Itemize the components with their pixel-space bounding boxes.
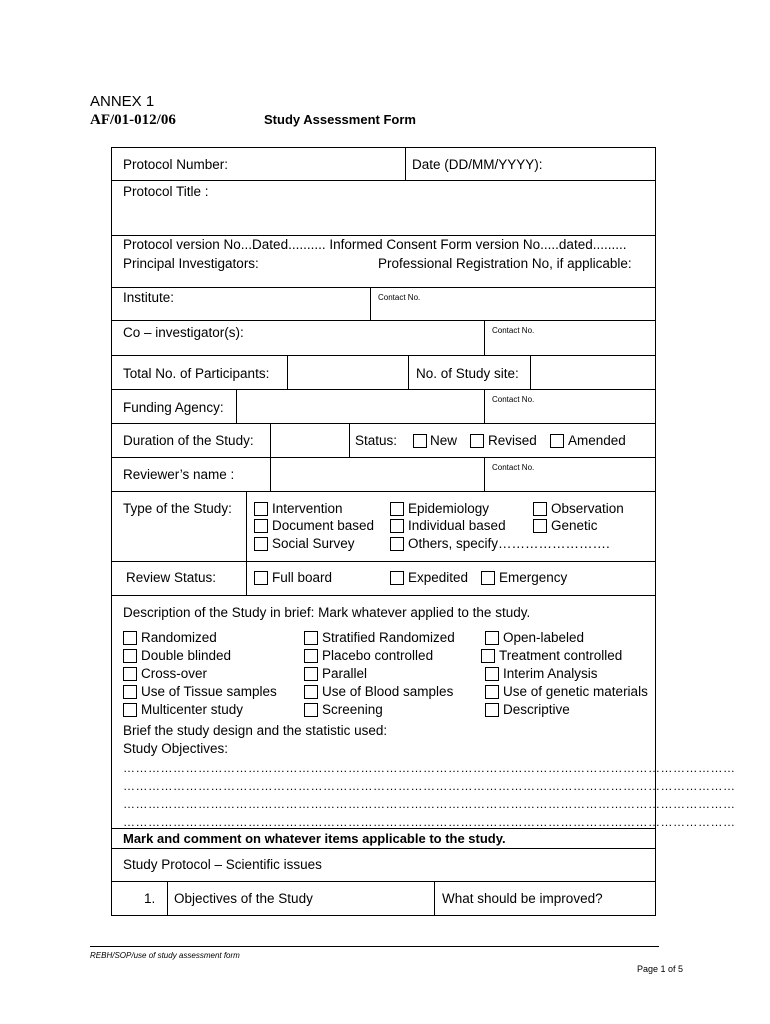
type-document-based-label: Document based (272, 518, 375, 533)
type-genetic-checkbox[interactable] (533, 519, 547, 533)
description-label: Description of the Study in brief: Mark whatever applied to the study. (123, 605, 531, 620)
protocol-number-label: Protocol Number: (123, 157, 229, 172)
co-investigator-label: Co – investigator(s): (123, 325, 244, 340)
desc-descriptive-checkbox[interactable] (485, 703, 499, 717)
desc-placebo-controlled-checkbox[interactable] (304, 649, 318, 663)
status-revised-checkbox[interactable] (470, 434, 484, 448)
type-individual-based-label: Individual based (408, 518, 506, 533)
desc-placebo-controlled-label: Placebo controlled (322, 648, 434, 663)
study-sites-label: No. of Study site: (416, 366, 519, 381)
review-status-label: Review Status: (126, 570, 217, 585)
co-investigator-contact-label: Contact No. (492, 326, 535, 335)
protocol-title-label: Protocol Title : (123, 184, 209, 199)
type-intervention-label: Intervention (272, 501, 343, 516)
desc-interim-analysis-label: Interim Analysis (503, 666, 598, 681)
status-new-label: New (430, 433, 458, 448)
type-social-survey-label: Social Survey (272, 536, 355, 551)
desc-stratified-randomized-checkbox[interactable] (304, 631, 318, 645)
status-new-checkbox[interactable] (413, 434, 427, 448)
desc-randomized-label: Randomized (141, 630, 217, 645)
study-type-label: Type of the Study: (123, 501, 232, 516)
desc-tissue-samples-checkbox[interactable] (123, 685, 137, 699)
row-number: 1. (144, 891, 156, 906)
objectives-dotted-line[interactable]: ………………………………………………………………………………………………………………………………… (123, 761, 736, 775)
desc-open-labeled-checkbox[interactable] (485, 631, 499, 645)
desc-cross-over-checkbox[interactable] (123, 667, 137, 681)
type-epidemiology-checkbox[interactable] (390, 502, 404, 516)
type-others-checkbox[interactable] (390, 537, 404, 551)
type-intervention-checkbox[interactable] (254, 502, 268, 516)
reviewer-contact-label: Contact No. (492, 463, 535, 472)
desc-double-blinded-checkbox[interactable] (123, 649, 137, 663)
desc-stratified-randomized-label: Stratified Randomized (322, 630, 455, 645)
desc-interim-analysis-checkbox[interactable] (485, 667, 499, 681)
type-genetic-label: Genetic (551, 518, 598, 533)
desc-treatment-controlled-checkbox[interactable] (481, 649, 495, 663)
desc-parallel-checkbox[interactable] (304, 667, 318, 681)
annex-label: ANNEX 1 (90, 93, 155, 110)
review-emergency-checkbox[interactable] (481, 571, 495, 585)
scientific-issues-label: Study Protocol – Scientific issues (123, 857, 322, 872)
review-emergency-label: Emergency (499, 570, 568, 585)
protocol-version-line: Protocol version No...Dated.......... Informed Consent Form version No.....dated......... (123, 237, 627, 252)
type-individual-based-checkbox[interactable] (390, 519, 404, 533)
desc-genetic-materials-label: Use of genetic materials (503, 684, 648, 699)
footer-doc-reference: REBH/SOP/use of study assessment form (90, 951, 240, 960)
status-amended-checkbox[interactable] (550, 434, 564, 448)
desc-cross-over-label: Cross-over (141, 666, 208, 681)
registration-label: Professional Registration No, if applicable: (378, 256, 632, 271)
type-document-based-checkbox[interactable] (254, 519, 268, 533)
institute-label: Institute: (123, 290, 175, 305)
improvement-question-label: What should be improved? (442, 891, 603, 906)
type-social-survey-checkbox[interactable] (254, 537, 268, 551)
desc-screening-checkbox[interactable] (304, 703, 318, 717)
status-label: Status: (355, 433, 398, 448)
desc-open-labeled-label: Open-labeled (503, 630, 585, 645)
desc-multicenter-checkbox[interactable] (123, 703, 137, 717)
footer-divider (90, 946, 659, 947)
review-full-board-checkbox[interactable] (254, 571, 268, 585)
desc-multicenter-label: Multicenter study (141, 702, 244, 717)
desc-blood-samples-label: Use of Blood samples (322, 684, 454, 699)
type-epidemiology-label: Epidemiology (408, 501, 490, 516)
objectives-dotted-line[interactable]: ………………………………………………………………………………………………………………………………… (123, 779, 736, 793)
type-observation-label: Observation (551, 501, 624, 516)
objectives-item-label: Objectives of the Study (174, 891, 313, 906)
desc-screening-label: Screening (322, 702, 383, 717)
form-code: AF/01-012/06 (90, 112, 176, 128)
page-number: Page 1 of 5 (637, 964, 684, 974)
review-expedited-label: Expedited (408, 570, 469, 585)
desc-tissue-samples-label: Use of Tissue samples (141, 684, 277, 699)
reviewer-name-label: Reviewer’s name : (123, 467, 235, 482)
objectives-dotted-line[interactable]: ………………………………………………………………………………………………………………………………… (123, 797, 736, 811)
review-expedited-checkbox[interactable] (390, 571, 404, 585)
total-participants-label: Total No. of Participants: (123, 366, 270, 381)
study-objectives-label: Study Objectives: (123, 741, 229, 756)
desc-parallel-label: Parallel (322, 666, 368, 681)
status-revised-label: Revised (488, 433, 537, 448)
funding-contact-label: Contact No. (492, 395, 535, 404)
date-label: Date (DD/MM/YYYY): (412, 157, 543, 172)
desc-genetic-materials-checkbox[interactable] (485, 685, 499, 699)
comment-heading: Mark and comment on whatever items applicable to the study. (123, 831, 506, 846)
type-observation-checkbox[interactable] (533, 502, 547, 516)
review-full-board-label: Full board (272, 570, 333, 585)
type-others-label: Others, specify……………………. (408, 536, 610, 551)
desc-double-blinded-label: Double blinded (141, 648, 232, 663)
desc-treatment-controlled-label: Treatment controlled (499, 648, 623, 663)
study-design-label: Brief the study design and the statistic used: (123, 723, 388, 738)
funding-agency-label: Funding Agency: (123, 400, 224, 415)
institute-contact-label: Contact No. (378, 293, 421, 302)
desc-descriptive-label: Descriptive (503, 702, 570, 717)
principal-investigators-label: Principal Investigators: (123, 256, 259, 271)
form-title: Study Assessment Form (264, 112, 416, 127)
duration-label: Duration of the Study: (123, 433, 254, 448)
status-amended-label: Amended (568, 433, 626, 448)
desc-blood-samples-checkbox[interactable] (304, 685, 318, 699)
desc-randomized-checkbox[interactable] (123, 631, 137, 645)
objectives-dotted-line[interactable]: ………………………………………………………………………………………………………………………………… (123, 815, 736, 829)
